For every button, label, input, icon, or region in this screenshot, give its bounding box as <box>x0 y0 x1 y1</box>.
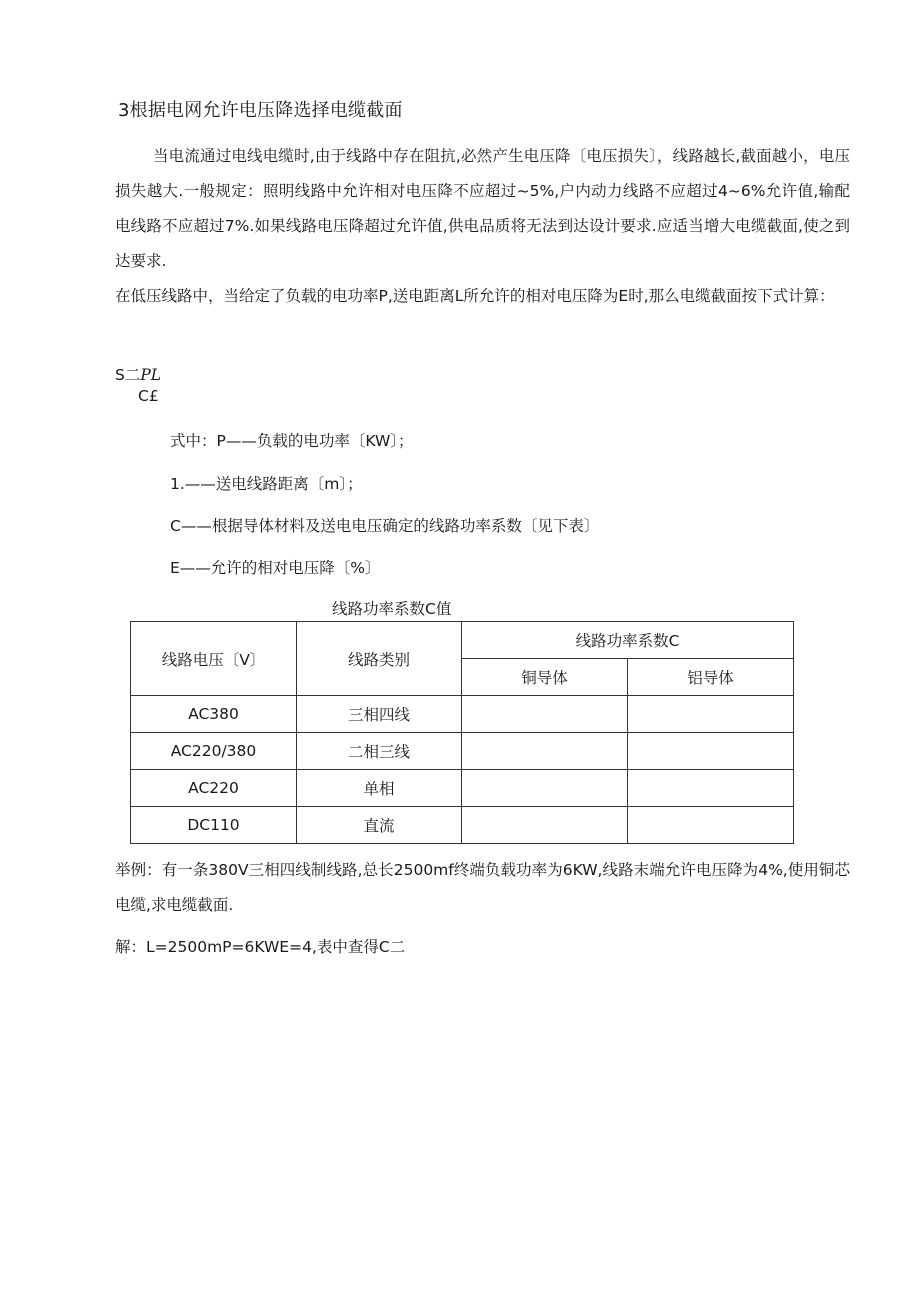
cell-copper <box>462 696 628 733</box>
definition-c: C——根据导体材料及送电电压确定的线路功率系数〔见下表〕 <box>170 517 600 535</box>
table-row <box>131 770 794 807</box>
cell-copper <box>462 807 628 844</box>
paragraph-solution: 解：L=2500mP=6KWE=4,表中查得C二 <box>115 938 406 956</box>
power-coefficient-table <box>130 621 794 844</box>
definition-l: 1.——送电线路距离〔m〕； <box>170 475 363 493</box>
cell-aluminum <box>628 807 794 844</box>
table-row <box>131 696 794 733</box>
header-aluminum: 铝导体 <box>628 659 794 696</box>
cell-line-type: 三相四线 <box>297 696 462 733</box>
cell-voltage: AC380 <box>131 696 297 733</box>
formula-line <box>115 363 161 385</box>
cell-voltage: AC220/380 <box>131 733 297 770</box>
cell-voltage: DC110 <box>131 807 297 844</box>
header-voltage: 线路电压〔V〕 <box>131 622 297 696</box>
formula-numerator: PL <box>140 366 162 384</box>
cell-copper <box>462 770 628 807</box>
definition-p: 式中：P——负载的电功率〔KW〕； <box>170 432 414 450</box>
definition-e: E——允许的相对电压降〔%〕 <box>170 559 381 577</box>
formula-lhs: S二 <box>115 366 141 384</box>
cell-line-type: 二相三线 <box>297 733 462 770</box>
cell-aluminum <box>628 696 794 733</box>
cell-aluminum <box>628 770 794 807</box>
cell-aluminum <box>628 733 794 770</box>
header-coefficient: 线路功率系数C <box>462 622 794 659</box>
cell-voltage: AC220 <box>131 770 297 807</box>
paragraph-voltage-drop-intro: 当电流通过电线电缆时,由于线路中存在阻抗,必然产生电压降〔电压损失〕，线路越长,截面越小，电压损失越大.一般规定：照明线路中允许相对电压降不应超过~5%,户内动力线路不应超过4~6%允许值,输配电线路不应超过7%.如果线路电压降超过允许值,供电品质将无法到达设计要求.应适当增大电缆截面,使之到达要求. <box>115 147 850 270</box>
table-row <box>131 733 794 770</box>
cell-line-type: 直流 <box>297 807 462 844</box>
paragraph-example: 举例：有一条380V三相四线制线路,总长2500mf终端负载功率为6KW,线路末端允许电压降为4%,使用铜芯电缆,求电缆截面. <box>115 861 850 914</box>
section-heading: 3根据电网允许电压降选择电缆截面 <box>118 100 403 121</box>
paragraph-formula-intro: 在低压线路中，当给定了负载的电功率P,送电距离L所允许的相对电压降为E时,那么电缆截面按下式计算： <box>115 287 835 305</box>
cell-copper <box>462 733 628 770</box>
header-line-type: 线路类别 <box>297 622 462 696</box>
table-row <box>131 807 794 844</box>
header-copper: 铜导体 <box>462 659 628 696</box>
table-header-row <box>131 622 794 659</box>
formula-denominator: C£ <box>138 387 159 405</box>
cell-line-type: 单相 <box>297 770 462 807</box>
table-caption: 线路功率系数C值 <box>332 600 452 618</box>
